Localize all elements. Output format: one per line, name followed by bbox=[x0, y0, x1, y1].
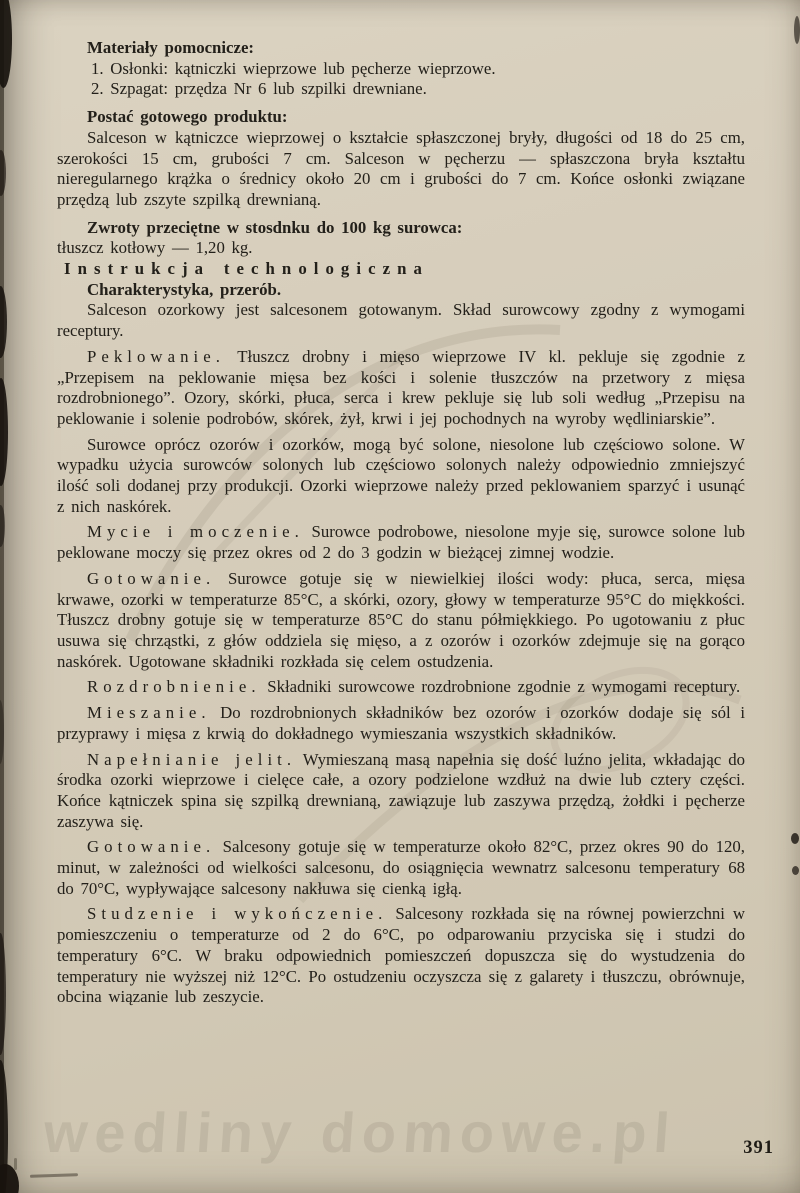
ink-speck bbox=[0, 0, 12, 88]
paragraph-surowce-note: Surowce oprócz ozorów i ozorków, mogą być solone, niesolone lub częściowo solone. W wypadku użycia surowców solonych lub częściowo solonych należy odpowiednio zmniejszyć ilość soli dodanej przy produkcji. Ozorki wieprzowe należy przed peklowaniem sparzyć i usunąć z nich naskórek. bbox=[57, 434, 745, 516]
title-instrukcja-technologiczna: Instrukcja technologiczna bbox=[64, 259, 429, 279]
step-body-studzenie: Salcesony rozkłada się na równej powierzchni w pomieszczeniu o temperaturze od 2 do 6°C, po odparowaniu przyciska się i studzi do temperatury 6°C. W braku odpowiednich pomieszczeń dopuszcza się do wystudzenia do temperatury nie wyższej niż 12°C. Po ostudzeniu oczyszcza się z galarety i tłuszczu, obrównuje, obcina wiązanie lub zeszycie. bbox=[57, 904, 745, 1007]
ink-speck bbox=[792, 866, 799, 875]
step-term-mycie: Mycie i moczenie. bbox=[87, 522, 304, 542]
step-body-napelnianie: Wymieszaną masą napełnia się dość luźno jelita, wkładając do środka ozorki wieprzowe i cielęce całe, a ozory podzielone wzdłuż na dwie lub cztery części. Końce kątniczek spina się szpilką drewnianą, zawiązuje lub zaszywa przędzą, żołdki i pęcherze zaszywa się. bbox=[57, 749, 745, 831]
step-body-peklowanie: Tłuszcz drobny i mięso wieprzowe IV kl. pekluje się zgodnie z „Przepisem na peklowanie mięsa bez kości i solenie tłuszczów na przetwory z mięsa rozdrobnionego”. Ozory, skórki, płuca, serca i krew pekluje się lub soli według „Przepisu na peklowanie i solenie podrobów, skórek, żył, krwi i jej pochodnych na wyroby wędliniarskie”. bbox=[57, 346, 745, 428]
ink-speck bbox=[0, 505, 5, 547]
step-term-gotowanie-2: Gotowanie. bbox=[87, 837, 216, 857]
paragraph-charakterystyka: Salceson ozorkowy jest salcesonem gotowanym. Skład surowcowy zgodny z wymogami receptury. bbox=[57, 300, 745, 341]
paragraph-yields: tłuszcz kotłowy — 1,20 kg. bbox=[57, 238, 253, 258]
step-body-mycie: Surowce podrobowe, niesolone myje się, surowce solone lub peklowane moczy się przez okres od 2 do 3 godzin w bieżącej zimnej wodzie. bbox=[57, 522, 745, 563]
pencil-mark bbox=[14, 1158, 17, 1170]
step-term-gotowanie-1: Gotowanie. bbox=[87, 568, 216, 588]
page-content bbox=[57, 38, 745, 1008]
page-number: 391 bbox=[743, 1138, 774, 1158]
step-body-rozdrobnienie: Składniki surowcowe rozdrobnione zgodnie z wymogami receptury. bbox=[267, 677, 741, 697]
list-item-oslonki: 1. Osłonki: kątniczki wieprzowe lub pęcherze wieprzowe. bbox=[91, 58, 496, 78]
ink-speck bbox=[0, 286, 7, 358]
paragraph-mieszanie bbox=[57, 703, 745, 744]
paragraph-napelnianie-jelit bbox=[57, 750, 745, 833]
paragraph-gotowanie-2 bbox=[57, 837, 745, 899]
step-term-mieszanie: Mieszanie. bbox=[87, 703, 211, 723]
heading-yields: Zwroty przeciętne w stosdnku do 100 kg surowca: bbox=[87, 217, 463, 237]
paragraph-rozdrobnienie bbox=[57, 677, 745, 698]
heading-materials: Materiały pomocnicze: bbox=[87, 38, 254, 57]
step-body-gotowanie-2: Salcesony gotuje się w temperaturze około 82°C, przez okres 90 do 120, minut, w zależności od wielkości salcesonu, do osiągnięcia wewnatrz salcesonu temperatury 68 do 70°C, wypływające salcesony nakłuwa się cienką igłą. bbox=[57, 837, 745, 898]
step-body-mieszanie: Do rozdrobnionych składników bez ozorów i ozorków dodaje się sól i przyprawy i mięsa z krwią do dokładnego wymieszania wszystkich składników. bbox=[57, 703, 745, 743]
heading-product-form: Postać gotowego produktu: bbox=[87, 107, 288, 127]
paragraph-product-form: Salceson w kątniczce wieprzowej o kształcie spłaszczonej bryły, długości od 18 do 25 cm, szerokości 15 cm, grubości 7 cm. Salceson w pęcherzu — spłaszczona bryła kształtu nieregularnego krążka o średnicy około 20 cm i grubości do 7 cm. Końce osłonki związane przędzą lub zszyte szpilką drewnianą. bbox=[57, 127, 745, 209]
heading-charakterystyka: Charakterystyka, przerób. bbox=[87, 279, 282, 299]
step-body-gotowanie-1: Surowce gotuje się w niewielkiej ilości wody: płuca, serca, mięsa krwawe, ozorki w temperaturze 85°C, a skórki, ozory, głowy w temperaturze 95°C do miękkości. Tłuszcz drobny gotuje się w temperaturze 85°C do stanu półmiękkiego. Po ugotowaniu z płuc usuwa się chrząstki, z głów oddziela się mięso, a z ozorów i ozorków zdejmuje się na gorąco naskórek. Ugotowane składniki rozkłada się celem ostudzenia. bbox=[57, 568, 745, 671]
paragraph-gotowanie-1 bbox=[57, 569, 745, 673]
step-term-rozdrobnienie: Rozdrobnienie. bbox=[87, 677, 261, 697]
ink-speck bbox=[0, 378, 8, 486]
step-term-napelnianie: Napełnianie jelit. bbox=[87, 749, 297, 769]
step-term-peklowanie: Peklowanie. bbox=[87, 346, 225, 366]
ink-speck bbox=[0, 933, 6, 1055]
ink-speck bbox=[791, 833, 799, 844]
paragraph-mycie-moczenie bbox=[57, 522, 745, 563]
ink-speck bbox=[794, 16, 800, 44]
pencil-mark bbox=[30, 1173, 78, 1178]
paragraph-studzenie-wykonczenie bbox=[57, 904, 745, 1008]
ink-speck bbox=[0, 150, 6, 196]
step-term-studzenie: Studzenie i wykończenie. bbox=[87, 904, 388, 924]
watermark-text: wedliny domowe.pl bbox=[41, 1101, 679, 1164]
list-item-szpagat: 2. Szpagat: przędza Nr 6 lub szpilki drewniane. bbox=[91, 79, 427, 99]
paragraph-peklowanie bbox=[57, 347, 745, 430]
